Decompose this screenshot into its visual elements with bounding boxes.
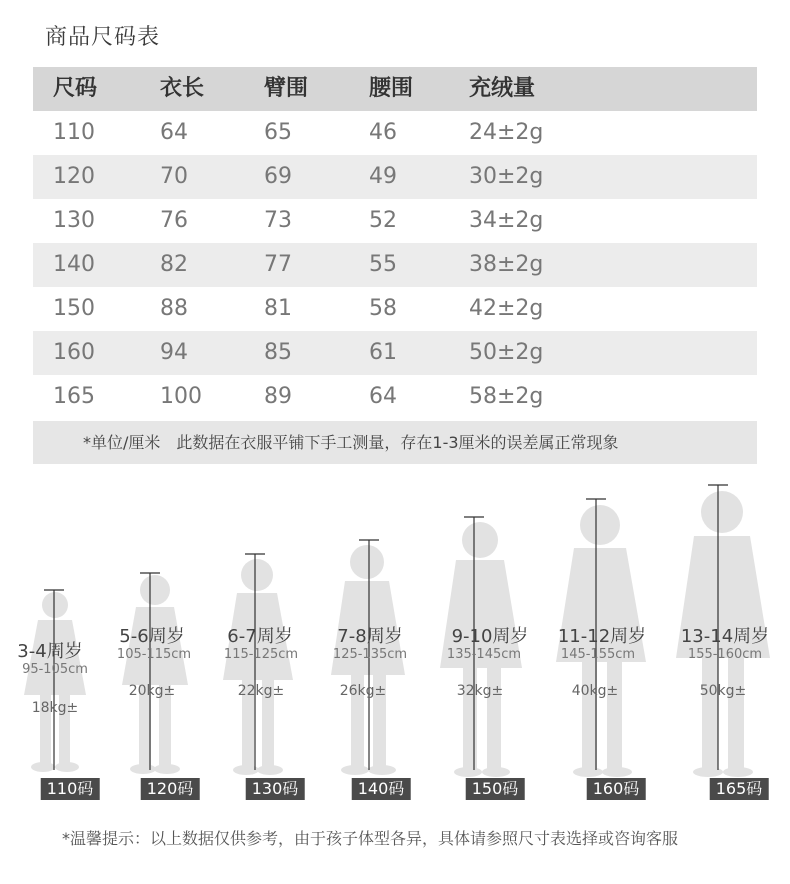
- child-figure-5: [430, 470, 550, 810]
- table-cell: 24±2g: [469, 120, 544, 145]
- weight-label: 20kg±: [128, 683, 176, 699]
- table-cell: 77: [264, 252, 292, 277]
- weight-label: 40kg±: [571, 683, 619, 699]
- table-cell: 88: [160, 296, 188, 321]
- height-range: 125-135cm: [332, 647, 408, 662]
- weight-label: 50kg±: [699, 683, 747, 699]
- table-cell: 52: [369, 208, 397, 233]
- size-badge: 130码: [246, 778, 305, 800]
- header-length: 衣长: [160, 76, 205, 101]
- table-cell: 50±2g: [469, 340, 544, 365]
- height-range: 135-145cm: [446, 647, 522, 662]
- height-range: 145-155cm: [560, 647, 636, 662]
- table-cell: 61: [369, 340, 397, 365]
- table-cell: 64: [369, 384, 397, 409]
- table-row: [33, 199, 757, 243]
- table-cell: 110: [53, 120, 95, 145]
- page-title: 商品尺码表: [45, 25, 161, 50]
- table-cell: 30±2g: [469, 164, 544, 189]
- child-figure-6: [550, 470, 670, 810]
- height-range: 115-125cm: [223, 647, 299, 662]
- reminder-footnote: *温馨提示：以上数据仅供参考，由于孩子体型各异，具体请参照尺寸表选择或咨询客服: [62, 829, 679, 848]
- table-row: [33, 375, 757, 419]
- table-cell: 46: [369, 120, 397, 145]
- table-cell: 70: [160, 164, 188, 189]
- age-label: 9-10周岁: [451, 626, 529, 647]
- table-cell: 73: [264, 208, 292, 233]
- header-down-fill: 充绒量: [469, 76, 536, 101]
- child-figure-1: [0, 470, 110, 810]
- age-label: 6-7周岁: [227, 626, 293, 647]
- table-cell: 120: [53, 164, 95, 189]
- table-cell: 89: [264, 384, 292, 409]
- weight-label: 22kg±: [237, 683, 285, 699]
- header-arm: 臂围: [264, 76, 309, 101]
- header-waist: 腰围: [369, 76, 414, 101]
- table-cell: 82: [160, 252, 188, 277]
- table-cell: 81: [264, 296, 292, 321]
- table-cell: 42±2g: [469, 296, 544, 321]
- size-badge: 150码: [466, 778, 525, 800]
- table-cell: 49: [369, 164, 397, 189]
- table-cell: 64: [160, 120, 188, 145]
- weight-label: 32kg±: [456, 683, 504, 699]
- age-label: 3-4周岁: [17, 641, 83, 662]
- table-cell: 130: [53, 208, 95, 233]
- weight-label: 26kg±: [339, 683, 387, 699]
- child-figure-3: [205, 470, 315, 810]
- table-cell: 76: [160, 208, 188, 233]
- child-figure-2: [100, 470, 210, 810]
- table-cell: 38±2g: [469, 252, 544, 277]
- table-cell: 58: [369, 296, 397, 321]
- table-header-row: [33, 67, 757, 111]
- table-cell: 58±2g: [469, 384, 544, 409]
- table-cell: 165: [53, 384, 95, 409]
- table-row: [33, 155, 757, 199]
- age-label: 11-12周岁: [557, 626, 647, 647]
- size-badge: 120码: [141, 778, 200, 800]
- table-cell: 150: [53, 296, 95, 321]
- table-cell: 94: [160, 340, 188, 365]
- age-label: 7-8周岁: [337, 626, 403, 647]
- table-cell: 65: [264, 120, 292, 145]
- table-cell: 160: [53, 340, 95, 365]
- table-cell: 34±2g: [469, 208, 544, 233]
- child-figure-7: [670, 470, 790, 810]
- size-badge: 165码: [710, 778, 769, 800]
- height-range: 155-160cm: [687, 647, 763, 662]
- age-label: 13-14周岁: [680, 626, 770, 647]
- table-cell: 69: [264, 164, 292, 189]
- size-badge: 160码: [587, 778, 646, 800]
- table-cell: 140: [53, 252, 95, 277]
- table-cell: 85: [264, 340, 292, 365]
- size-badge: 110码: [41, 778, 100, 800]
- table-row: [33, 243, 757, 287]
- child-figure-4: [315, 470, 425, 810]
- weight-label: 18kg±: [31, 700, 79, 716]
- age-label: 5-6周岁: [119, 626, 185, 647]
- table-row: [33, 331, 757, 375]
- table-row: [33, 111, 757, 155]
- table-cell: 55: [369, 252, 397, 277]
- measurement-note: *单位/厘米 此数据在衣服平铺下手工测量，存在1-3厘米的误差属正常现象: [33, 421, 757, 464]
- height-range: 95-105cm: [22, 662, 88, 677]
- height-range: 105-115cm: [116, 647, 192, 662]
- table-cell: 100: [160, 384, 202, 409]
- table-row: [33, 287, 757, 331]
- size-badge: 140码: [352, 778, 411, 800]
- height-figures: [0, 470, 790, 810]
- size-table: [33, 67, 757, 419]
- header-size: 尺码: [53, 76, 98, 101]
